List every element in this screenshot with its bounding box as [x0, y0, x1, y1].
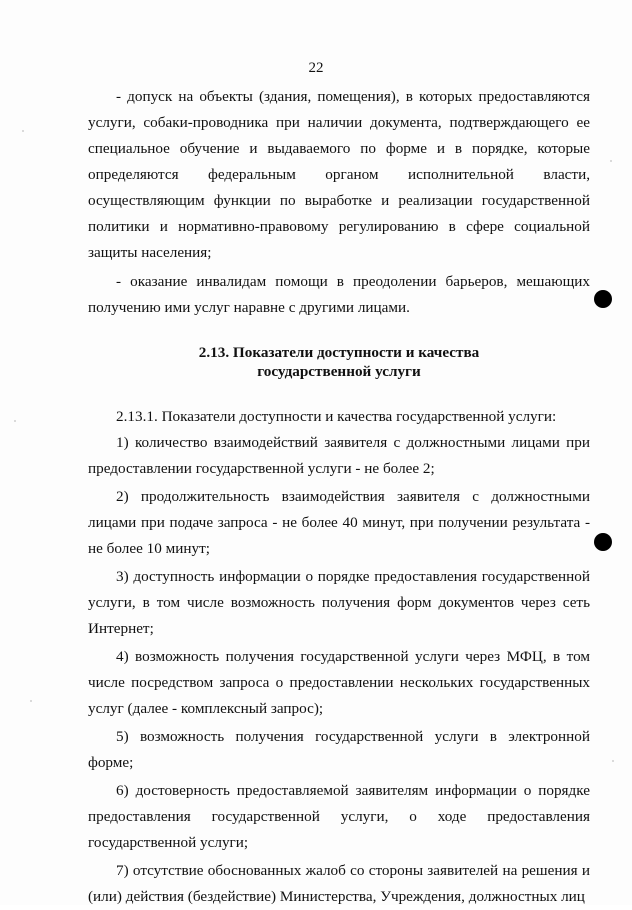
scan-speck — [30, 700, 32, 702]
page-number: 22 — [308, 60, 324, 76]
top-text-block — [88, 84, 590, 321]
punch-hole-mark-upper — [594, 290, 612, 308]
list-item-2: 2) продолжительность взаимодействия заявителя с должностными лицами при подаче запроса - не более 40 минут, при получении результата - не более 10 минут; — [88, 488, 590, 557]
section-heading-line2: государственной услуги — [257, 363, 421, 380]
list-item-1: 1) количество взаимодействий заявителя с должностными лицами при предоставлении государственной услуги - не более 2; — [88, 434, 590, 477]
paragraph-guide-dog-access: - допуск на объекты (здания, помещения), в которых предоставляются услуги, собаки-проводника при наличии документа, подтверждающего ее специальное обучение и выдаваемого по форме и в порядке, которые определяются федеральным органом исполнительной власти, осуществляющим функции по выработке и реализации государственной политики и нормативно-правовому регулированию в сфере социальной защиты населения; — [88, 88, 590, 261]
section-text-block — [88, 404, 590, 910]
paragraph-barrier-assistance: - оказание инвалидам помощи в преодолении барьеров, мешающих получению ими услуг наравне с другими лицами. — [88, 273, 590, 316]
section-heading — [88, 343, 590, 381]
list-item-6: 6) достоверность предоставляемой заявителям информации о порядке предоставления государственной услуги, о ходе предоставления государственной услуги; — [88, 782, 590, 851]
section-heading-line1: 2.13. Показатели доступности и качества — [198, 344, 480, 361]
list-item-4: 4) возможность получения государственной услуги через МФЦ, в том числе посредством запроса о предоставлении нескольких государственных услуг (далее - комплексный запрос); — [88, 648, 590, 717]
scan-speck — [14, 420, 16, 422]
scan-speck — [610, 160, 612, 162]
list-item-5: 5) возможность получения государственной услуги в электронной форме; — [88, 728, 590, 771]
list-item-3: 3) доступность информации о порядке предоставления государственной услуги, в том числе возможность получения форм документов через сеть Интернет; — [88, 568, 590, 637]
scan-speck — [612, 760, 614, 762]
punch-hole-mark-lower — [594, 533, 612, 551]
scan-speck — [22, 130, 24, 132]
paragraph-indicators-intro: 2.13.1. Показатели доступности и качества государственной услуги: — [116, 408, 557, 425]
list-item-7: 7) отсутствие обоснованных жалоб со стороны заявителей на решения и (или) действия (бездействие) Министерства, Учреждения, должностных лиц — [88, 862, 590, 905]
